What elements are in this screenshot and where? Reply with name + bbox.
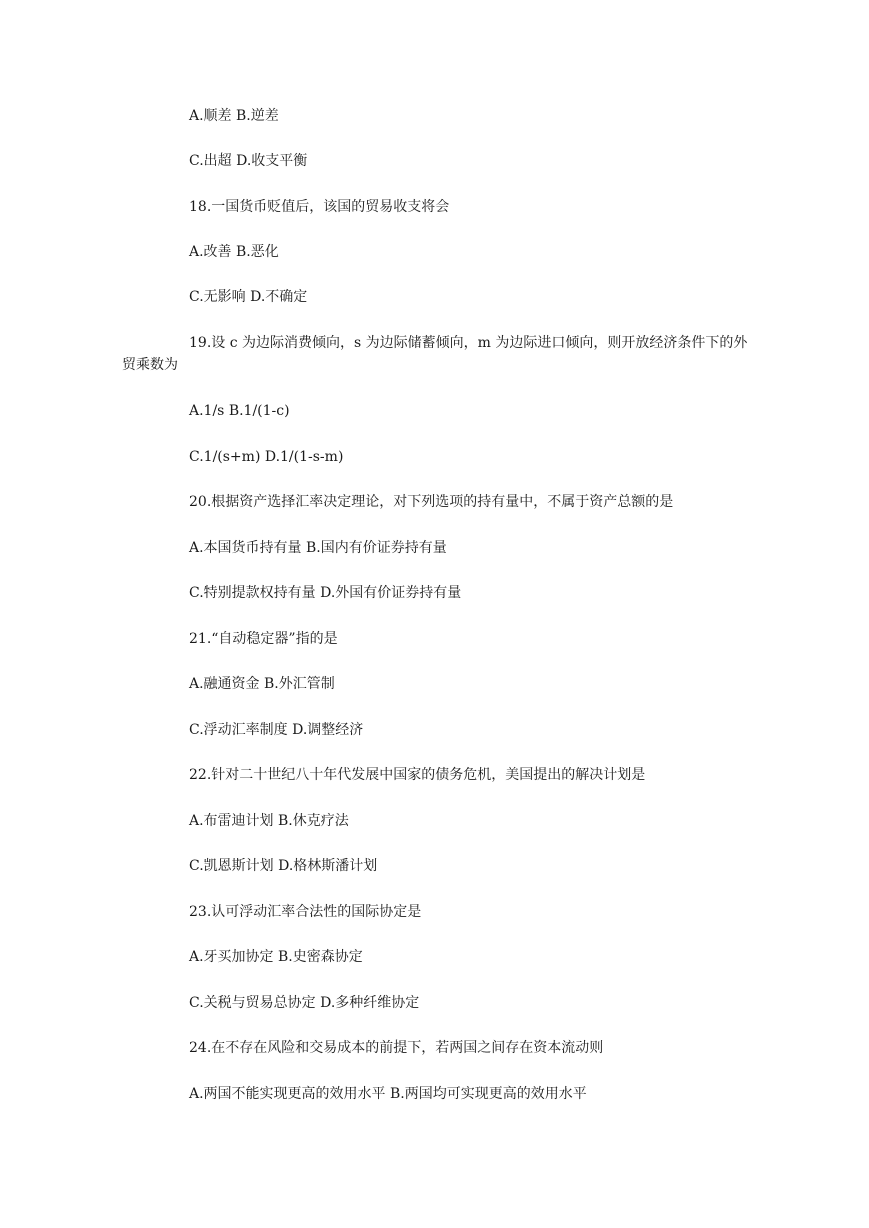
q19-options-ab: A.1/s B.1/(1-c): [189, 403, 290, 419]
question-21: 21.“自动稳定器”指的是: [189, 631, 338, 647]
question-18: 18.一国货币贬值后，该国的贸易收支将会: [189, 199, 450, 215]
question-19: [122, 332, 752, 376]
q20-options-cd: C.特别提款权持有量 D.外国有价证券持有量: [189, 585, 462, 601]
q23-options-cd: C.关税与贸易总协定 D.多种纤维协定: [189, 995, 420, 1011]
q22-options-cd: C.凯恩斯计划 D.格林斯潘计划: [189, 858, 378, 874]
question-23: 23.认可浮动汇率合法性的国际协定是: [189, 904, 422, 920]
q21-options-cd: C.浮动汇率制度 D.调整经济: [189, 722, 364, 738]
question-24: 24.在不存在风险和交易成本的前提下，若两国之间存在资本流动则: [189, 1040, 604, 1056]
q19-options-cd: C.1/(s+m) D.1/(1-s-m): [189, 449, 344, 465]
q21-options-ab: A.融通资金 B.外汇管制: [189, 676, 335, 692]
question-20: 20.根据资产选择汇率决定理论，对下列选项的持有量中，不属于资产总额的是: [189, 494, 674, 510]
q22-options-ab: A.布雷迪计划 B.休克疗法: [189, 813, 349, 829]
q20-options-ab: A.本国货币持有量 B.国内有价证券持有量: [189, 540, 447, 556]
q18-options-ab: A.改善 B.恶化: [189, 244, 279, 260]
question-22: 22.针对二十世纪八十年代发展中国家的债务危机，美国提出的解决计划是: [189, 767, 646, 783]
q17-options-cd: C.出超 D.收支平衡: [189, 153, 308, 169]
q23-options-ab: A.牙买加协定 B.史密森协定: [189, 949, 363, 965]
q24-options-ab: A.两国不能实现更高的效用水平 B.两国均可实现更高的效用水平: [189, 1086, 587, 1102]
q18-options-cd: C.无影响 D.不确定: [189, 289, 308, 305]
question-19-text: 19.设 c 为边际消费倾向，s 为边际储蓄倾向，m 为边际进口倾向，则开放经济条件下的外贸乘数为: [122, 335, 748, 373]
q17-options-ab: A.顺差 B.逆差: [189, 108, 279, 124]
